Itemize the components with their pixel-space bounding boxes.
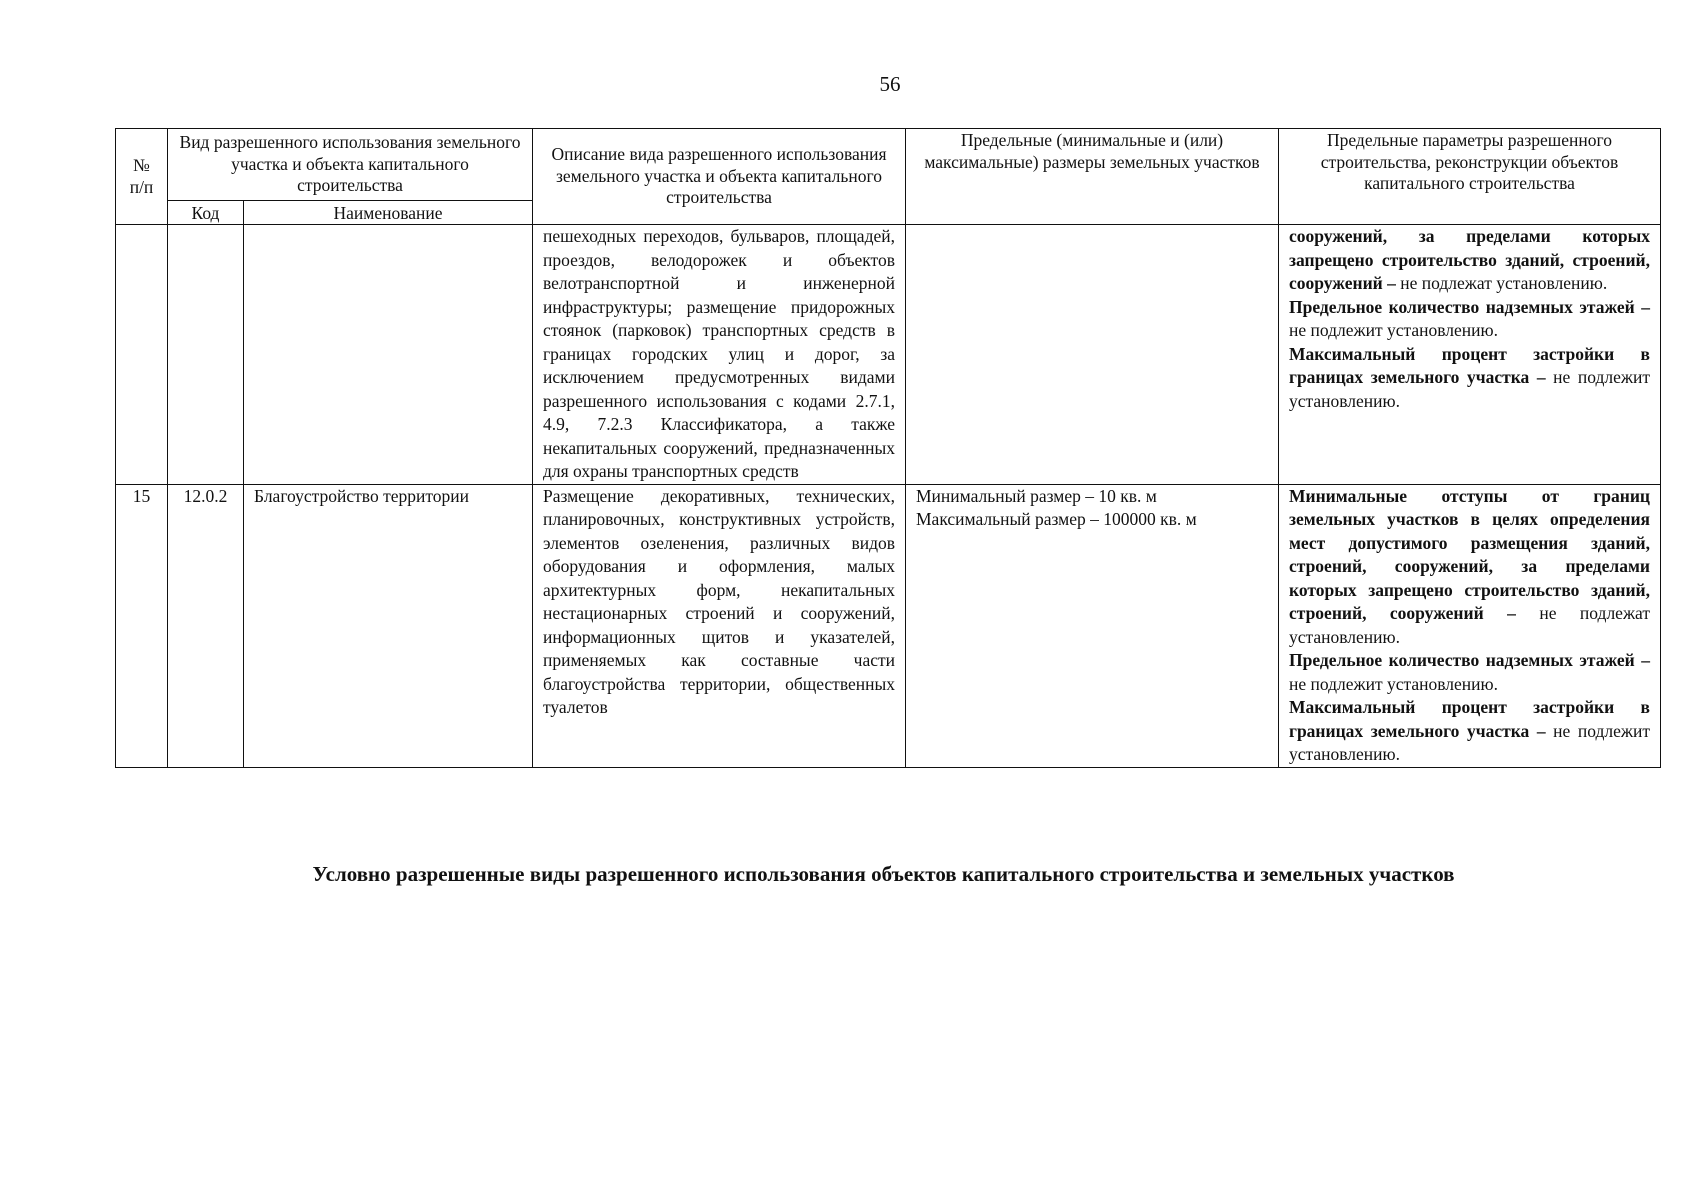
header-plot-sizes: Предельные (минимальные и (или) максимальные) размеры земельных участков <box>906 129 1279 225</box>
param-floors: Предельное количество надземных этажей – не подлежит установлению. <box>1289 650 1650 694</box>
param-setbacks: Минимальные отступы от границ земельных участков в целях определения мест допустимого размещения зданий, строений, сооружений, за пределами которых запрещено строительство зданий, строений, сооружений – не подлежат установлению. <box>1289 485 1651 647</box>
param-coverage: Максимальный процент застройки в границах земельного участка – не подлежит установлению. <box>1289 343 1650 411</box>
cell-code <box>168 225 244 485</box>
header-code: Код <box>168 201 244 225</box>
param-coverage: Максимальный процент застройки в границах земельного участка – не подлежит установлению. <box>1289 697 1650 764</box>
cell-construction-params <box>1279 484 1661 767</box>
param-floors: Предельное количество надземных этажей – не подлежит установлению. <box>1289 296 1650 340</box>
cell-code: 12.0.2 <box>168 484 244 767</box>
cell-num <box>116 225 168 485</box>
size-min: Минимальный размер – 10 кв. м <box>916 485 1157 506</box>
table-row <box>116 484 1661 767</box>
cell-name <box>244 225 533 485</box>
table-row-continuation <box>116 225 1661 485</box>
header-num: № п/п <box>116 129 168 225</box>
page-number: 56 <box>879 72 901 96</box>
section-title: Условно разрешенные виды разрешенного использования объектов капитального строительства и земельных участков <box>312 862 1455 886</box>
header-construction-params: Предельные параметры разрешенного строительства, реконструкции объектов капитального строительства <box>1279 129 1661 225</box>
param-setbacks: сооружений, за пределами которых запрещено строительство зданий, строений, сооружений – не подлежат установлению. <box>1289 226 1650 293</box>
cell-plot-sizes <box>906 225 1279 485</box>
cell-construction-params <box>1279 225 1661 485</box>
cell-num: 15 <box>116 484 168 767</box>
land-use-table <box>115 128 1661 768</box>
cell-description: пешеходных переходов, бульваров, площадей, проездов, велодорожек и объектов велотранспортной и инженерной инфраструктуры; размещение придорожных стоянок (парковок) транспортных средств в границах городских улиц и дорог, за исключением предусмотренных видами разрешенного использования с кодами 2.7.1, 4.9, 7.2.3 Классификатора, а также некапитальных сооружений, предназначенных для охраны транспортных средств <box>533 225 906 485</box>
size-max: Максимальный размер – 100000 кв. м <box>916 509 1197 529</box>
header-description: Описание вида разрешенного использования земельного участка и объекта капитального строительства <box>533 129 906 225</box>
header-use-type: Вид разрешенного использования земельного участка и объекта капитального строительства <box>168 129 533 201</box>
header-name: Наименование <box>244 201 533 225</box>
cell-plot-sizes <box>906 484 1279 767</box>
cell-description: Размещение декоративных, технических, планировочных, конструктивных устройств, элементов озеленения, различных видов оборудования и оформления, малых архитектурных форм, некапитальных нестационарных строений и сооружений, информационных щитов и указателей, применяемых как составные части благоустройства территории, общественных туалетов <box>533 484 906 767</box>
cell-name: Благоустройство территории <box>244 484 533 767</box>
